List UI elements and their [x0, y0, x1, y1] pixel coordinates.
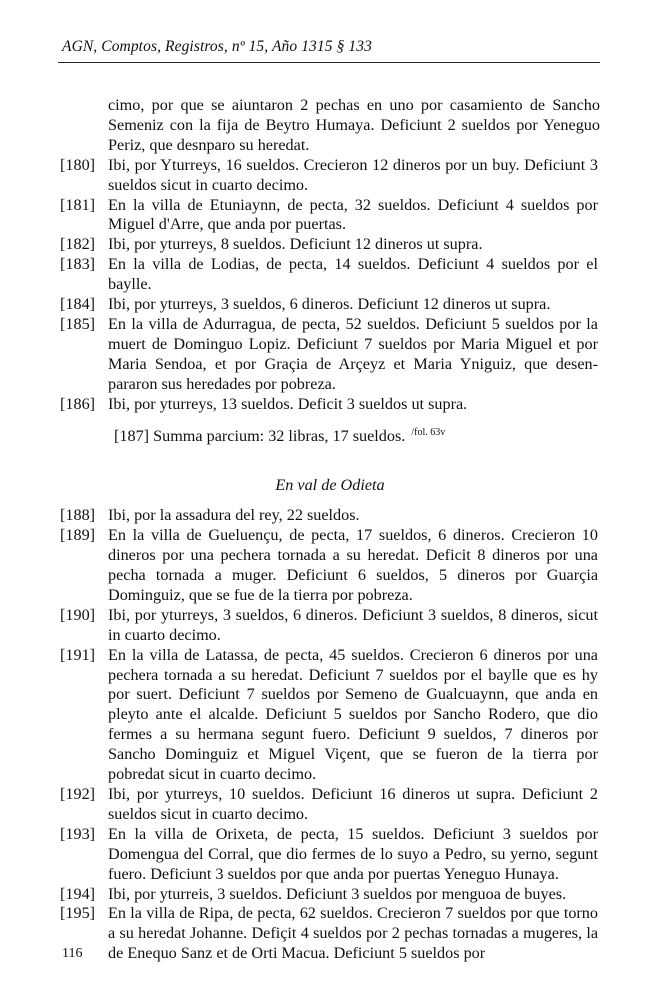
entries-list-a	[60, 156, 600, 415]
entry-190	[60, 606, 600, 646]
entry-181	[60, 196, 600, 236]
entry-number: [182]	[60, 235, 96, 254]
entry-180	[60, 156, 600, 196]
entry-number: [191]	[60, 645, 96, 664]
entry-number: [183]	[60, 255, 96, 274]
entry-number: [180]	[60, 155, 96, 174]
folio-marker: /fol. 63v	[411, 426, 446, 438]
entry-text: Ibi, por yturreys, 13 sueldos. Deficit 3 sueldos ut supra.	[108, 394, 468, 413]
entry-text: En la villa de Adurragua, de pecta, 52 sueldos. Deficiunt 5 sueldos por la muert de Dominguo Lopiz. Deficiunt 7 sueldos por Maria Miguel et por Maria Sendoa, et por Graçia de Arçeyz et Maria Yniguiz, que desen-pararon sus heredades por pobreza.	[108, 314, 598, 393]
entry-text: En la villa de Etuniaynn, de pecta, 32 sueldos. Deficiunt 4 sueldos por Miguel d'Arre, que anda por puertas.	[108, 195, 598, 234]
header-rule	[58, 62, 600, 63]
entry-195	[60, 904, 600, 964]
entry-text: Ibi, por la assadura del rey, 22 sueldos.	[108, 506, 360, 525]
entry-189	[60, 526, 600, 606]
entry-number: [181]	[60, 195, 96, 214]
entry-186	[60, 395, 600, 415]
entry-number: [194]	[60, 884, 96, 903]
entry-183	[60, 255, 600, 295]
entry-text: Ibi, por yturreys, 10 sueldos. Deficiunt 16 dineros ut supra. Deficiunt 2 sueldos sicut in cuarto decimo.	[108, 785, 598, 823]
entries-list-b	[60, 506, 600, 964]
entry-text: Ibi, por yturreys, 8 sueldos. Deficiunt 12 dineros ut supra.	[108, 235, 483, 254]
entry-number: [192]	[60, 785, 96, 803]
section-title: En val de Odieta	[275, 476, 385, 495]
entry-text: En la villa de Orixeta, de pecta, 15 sueldos. Deficiunt 3 sueldos por Domengua del Corral, que dio fermes de lo suyo a Pedro, su yerno, segunt fuero. Deficiunt 3 sueldos por que anda por puertas Yeneguo Hunaya.	[108, 824, 598, 883]
entry-192	[60, 785, 600, 825]
entry-text: En la villa de Gueluençu, de pecta, 17 sueldos, 6 dineros. Crecieron 10 dineros por una pechera tornada a su heredat. Deficit 8 dineros por una pecha tornada a muger. Deficiunt 6 sueldos, 5 dineros por Guarçia Dominguiz, que se fue de la tierra por pobreza.	[108, 526, 598, 604]
continuation-paragraph: cimo, por que se aiuntaron 2 pechas en uno por casamiento de Sancho Semeniz con la fija de Beytro Humaya. Deficiunt 2 sueldos por Yeneguo Periz, que desnparo su heredat.	[108, 96, 600, 154]
entry-number: [190]	[60, 605, 96, 624]
page-number: 116	[62, 946, 83, 961]
entry-182	[60, 235, 600, 255]
entry-194	[60, 885, 600, 905]
entry-text: Ibi, por yturreis, 3 sueldos. Deficiunt 3 sueldos por menguoa de buyes.	[108, 884, 567, 903]
entry-number: [195]	[60, 904, 96, 923]
summa-text: Summa parcium: 32 libras, 17 sueldos.	[153, 426, 406, 445]
entry-number: [188]	[60, 506, 96, 525]
entry-188	[60, 506, 600, 526]
entry-text: Ibi, por yturreys, 3 sueldos, 6 dineros. Deficiunt 12 dineros ut supra.	[108, 295, 551, 314]
running-head: AGN, Comptos, Registros, nº 15, Año 1315 § 133	[62, 38, 372, 55]
summa-line	[60, 427, 600, 449]
entry-number: [185]	[60, 314, 96, 333]
entry-number: [193]	[60, 824, 96, 843]
entry-number: [186]	[60, 394, 96, 413]
entry-number: [184]	[60, 295, 96, 314]
entry-191	[60, 646, 600, 785]
entry-text: Ibi, por yturreys, 3 sueldos, 6 dineros. Deficiunt 3 sueldos, 8 dineros, sicut in cuarto decimo.	[108, 605, 598, 644]
entry-184	[60, 295, 600, 315]
entry-193	[60, 825, 600, 885]
body-text	[60, 96, 600, 964]
entry-text: En la villa de Lodias, de pecta, 14 sueldos. Deficiunt 4 sueldos por el baylle.	[108, 255, 598, 294]
entry-text: En la villa de Latassa, de pecta, 45 sueldos. Crecieron 6 dineros por una pechera tornada a su heredat. Deficiunt 7 sueldos por el baylle que es hy por suert. Deficiunt 7 sueldos por Semeno de Gualcuaynn, que anda en pleyto ante el alcalde. Deficiunt 5 sueldos por Sancho Rodero, que dio fermes a su hermana segunt fuero. Deficiunt 9 sueldos, 7 dineros por Sancho Dominguiz et Miguel Viçent, que se fueron de la tierra por pobredat sicut in cuarto decimo.	[108, 645, 598, 784]
entry-number: [189]	[60, 526, 96, 545]
entry-text: Ibi, por Yturreys, 16 sueldos. Crecieron 12 dineros por un buy. Deficiunt 3 sueldos sicut in cuarto decimo.	[108, 155, 598, 194]
entry-185	[60, 315, 600, 395]
entry-text: En la villa de Ripa, de pecta, 62 sueldos. Crecieron 7 sueldos por que torno a su heredat Johanne. Defiçit 4 sueldos por 2 pechas tornadas a mugeres, la de Enequo Sanz et de Orti Macua. Deficiunt 5 sueldos por	[108, 904, 598, 963]
entry-number: [187]	[114, 426, 150, 445]
